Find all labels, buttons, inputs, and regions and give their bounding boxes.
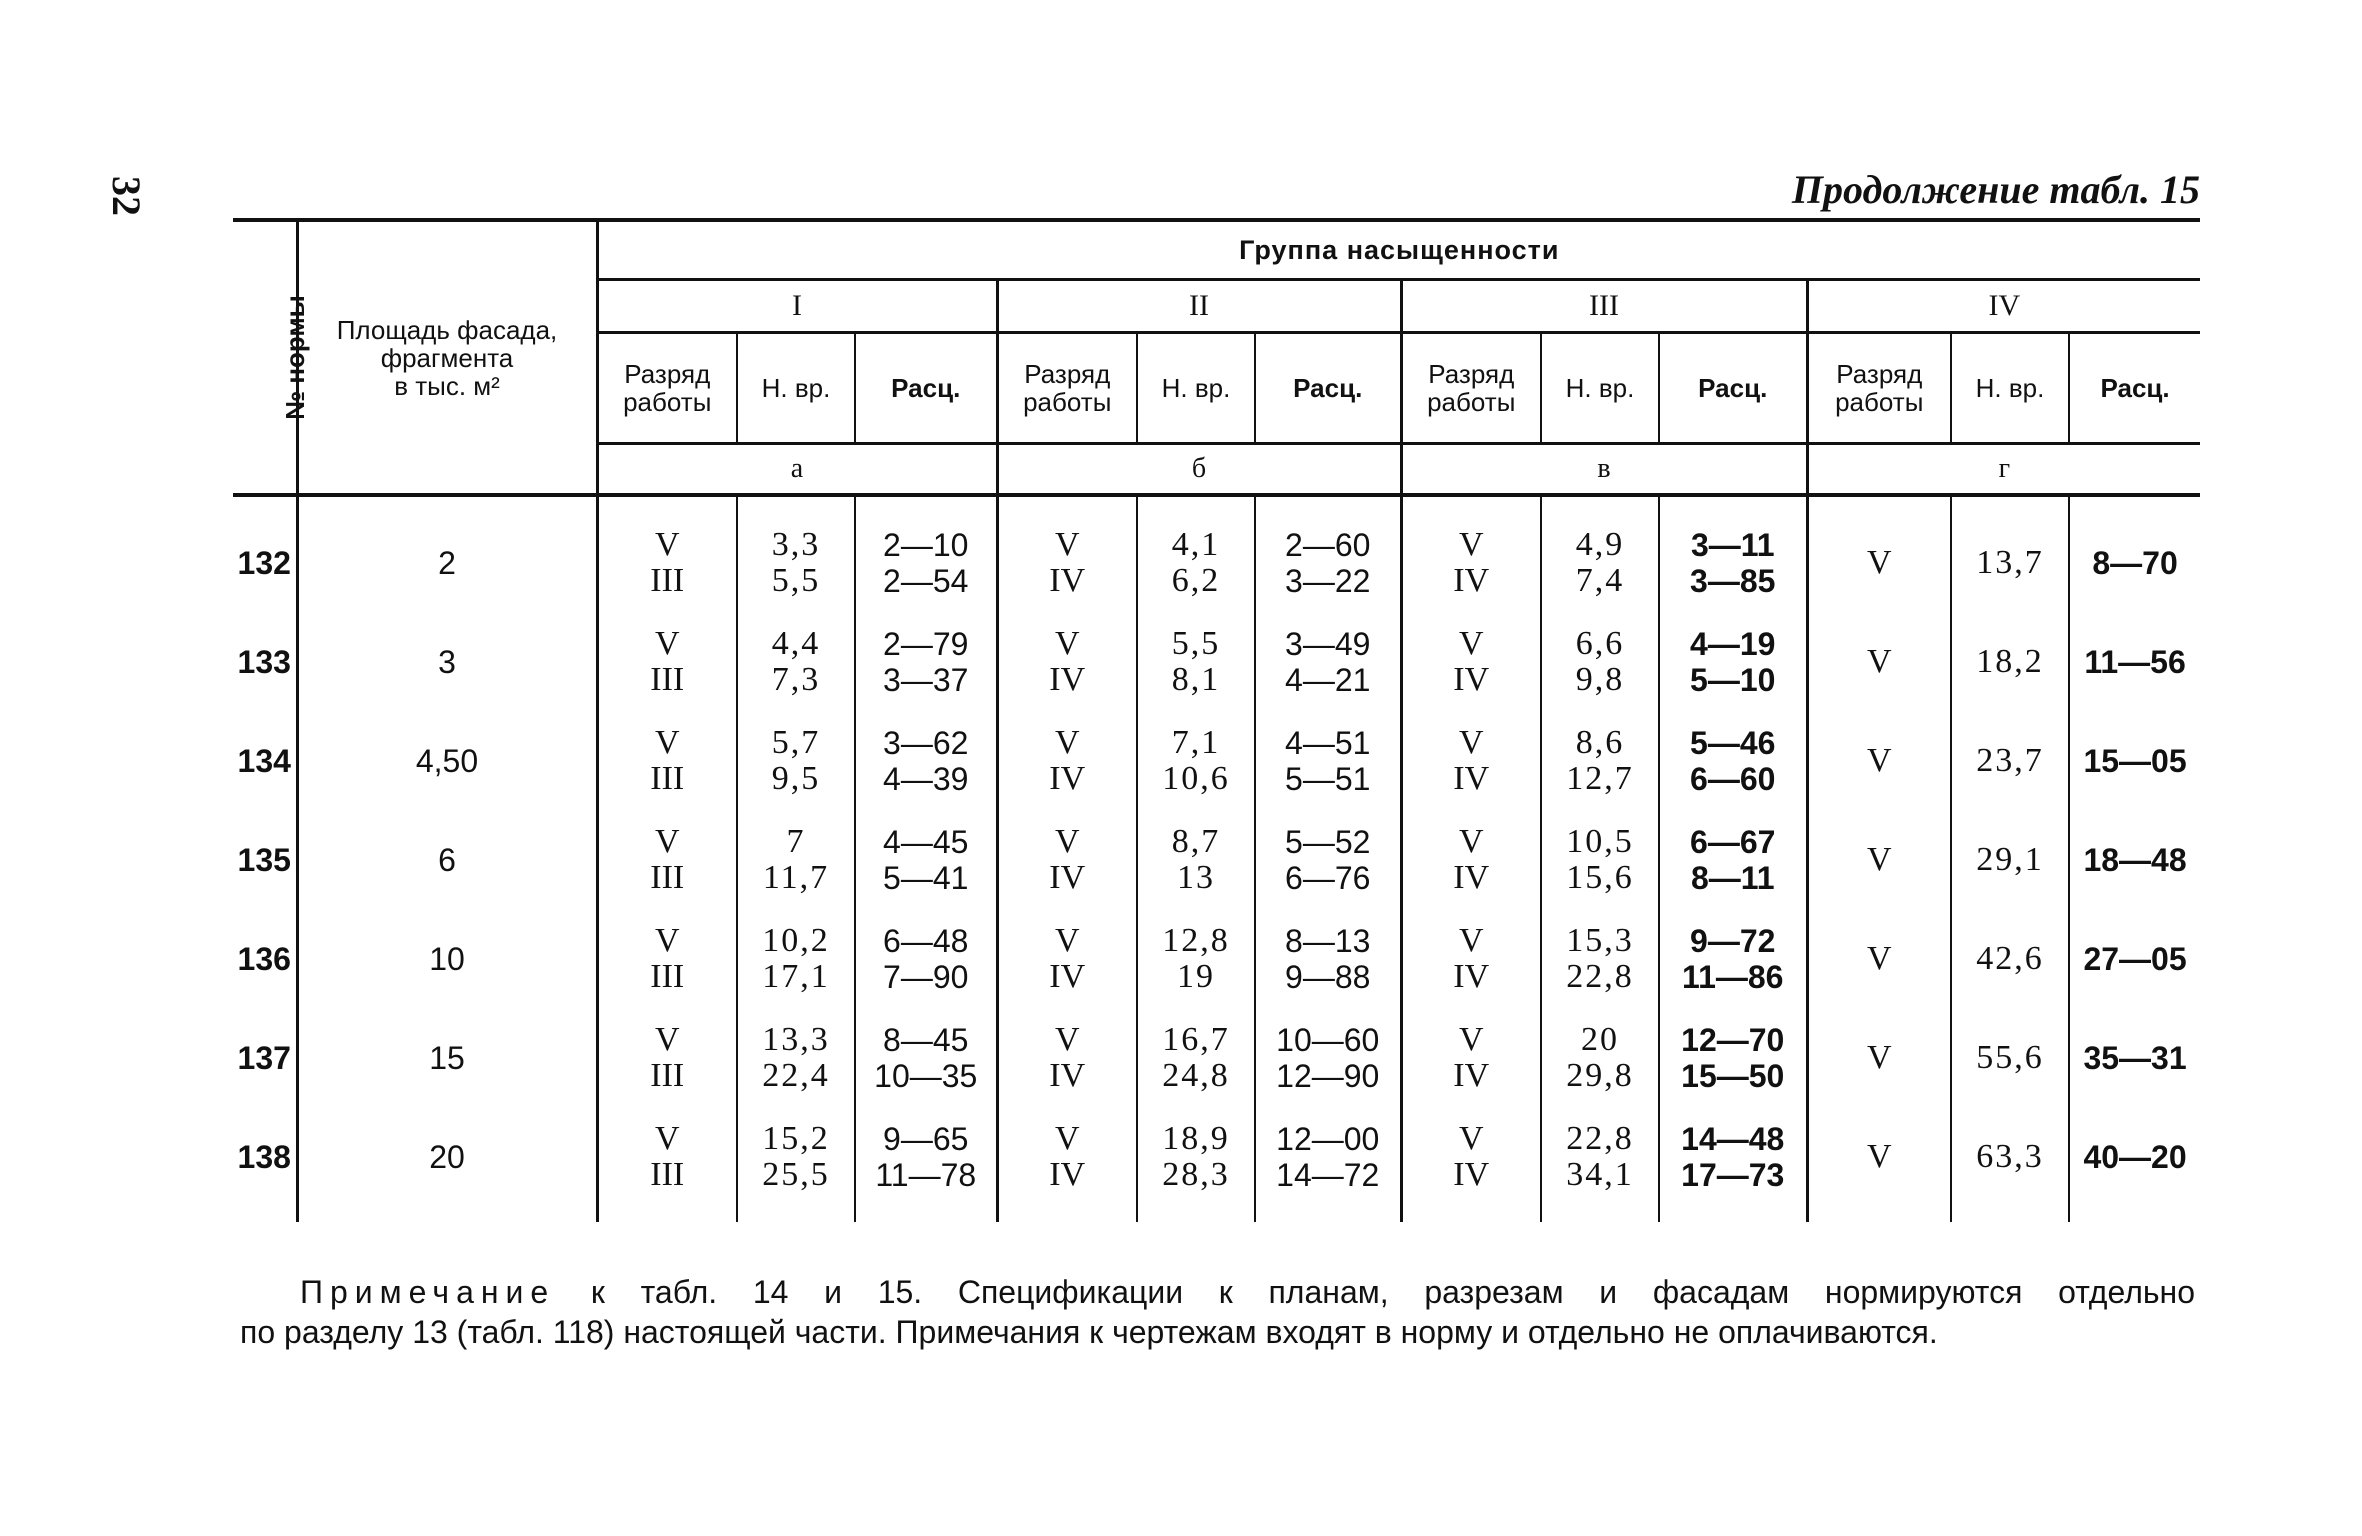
razryad-cell: V IV <box>997 513 1137 612</box>
nvr-cell: 12,8 19 <box>1137 909 1255 1008</box>
note-text-1: к табл. 14 и 15. Спецификации к планам, разрезам и фасадам нормируются отдельно <box>590 1274 2196 1310</box>
norm-number-cell: 138 <box>233 1107 297 1206</box>
razryad-cell: V IV <box>997 1008 1137 1107</box>
nvr-cell: 7,1 10,6 <box>1137 711 1255 810</box>
rasc-cell: 4—45 5—41 <box>855 810 997 909</box>
nvr-cell: 55,6 <box>1951 1008 2069 1107</box>
nvr-cell: 63,3 <box>1951 1107 2069 1206</box>
nvr-cell: 5,7 9,5 <box>737 711 855 810</box>
table-row <box>233 612 2200 711</box>
razryad-cell: V IV <box>997 810 1137 909</box>
area-cell: 15 <box>297 1008 597 1107</box>
norm-number-cell: 134 <box>233 711 297 810</box>
group-iv-header: IV <box>1807 280 2200 333</box>
table-row <box>233 810 2200 909</box>
razryad-cell: V IV <box>997 909 1137 1008</box>
area-cell: 4,50 <box>297 711 597 810</box>
razryad-cell: V IV <box>1401 810 1541 909</box>
nvr-cell: 10,2 17,1 <box>737 909 855 1008</box>
razryad-cell: V IV <box>1401 612 1541 711</box>
rasc-cell: 10—60 12—90 <box>1255 1008 1401 1107</box>
razryad-cell: V IV <box>1401 1008 1541 1107</box>
norm-number-cell: 137 <box>233 1008 297 1107</box>
razryad-cell: V <box>1807 513 1951 612</box>
table-row <box>233 1008 2200 1107</box>
razryad-cell: V IV <box>997 612 1137 711</box>
nvr-cell: 15,3 22,8 <box>1541 909 1659 1008</box>
rasc-cell: 8—70 <box>2092 544 2178 581</box>
area-cell: 2 <box>297 513 597 612</box>
rasc-cell: 27—05 <box>2083 940 2187 977</box>
norms-table-container <box>233 218 2200 1222</box>
saturation-group-title: Группа насыщенности <box>597 220 2200 280</box>
nvr-cell: 5,5 8,1 <box>1137 612 1255 711</box>
col-rasc-header: Расц. <box>855 333 997 444</box>
rasc-cell: 15—05 <box>2083 742 2187 779</box>
nvr-cell: 8,6 12,7 <box>1541 711 1659 810</box>
razryad-cell: V III <box>597 612 737 711</box>
table-note <box>240 1272 2195 1352</box>
nvr-cell: 4,1 6,2 <box>1137 513 1255 612</box>
col-nvr-header: Н. вр. <box>1541 333 1659 444</box>
rasc-cell: 2—10 2—54 <box>855 513 997 612</box>
rasc-cell: 5—52 6—76 <box>1255 810 1401 909</box>
table-row <box>233 909 2200 1008</box>
rasc-cell: 4—51 5—51 <box>1255 711 1401 810</box>
nvr-cell: 20 29,8 <box>1541 1008 1659 1107</box>
razryad-cell: V III <box>597 1107 737 1206</box>
rasc-cell: 6—67 8—11 <box>1659 810 1807 909</box>
col-razryad-header: Разряд работы <box>1807 333 1951 444</box>
razryad-cell: V IV <box>1401 909 1541 1008</box>
razryad-cell: V <box>1807 1107 1951 1206</box>
razryad-cell: V <box>1807 810 1951 909</box>
area-cell: 10 <box>297 909 597 1008</box>
rasc-cell: 5—46 6—60 <box>1659 711 1807 810</box>
rasc-cell: 8—45 10—35 <box>855 1008 997 1107</box>
rasc-cell: 2—79 3—37 <box>855 612 997 711</box>
razryad-cell: V III <box>597 909 737 1008</box>
rasc-cell: 2—60 3—22 <box>1255 513 1401 612</box>
note-line-1 <box>240 1272 2195 1312</box>
razryad-cell: V IV <box>1401 711 1541 810</box>
area-header: Площадь фасада, фрагмента в тыс. м² <box>297 220 597 495</box>
nvr-cell: 18,2 <box>1951 612 2069 711</box>
razryad-cell: V IV <box>997 1107 1137 1206</box>
razryad-cell: V <box>1807 1008 1951 1107</box>
nvr-cell: 18,9 28,3 <box>1137 1107 1255 1206</box>
rasc-cell: 3—62 4—39 <box>855 711 997 810</box>
group-iv-letter: г <box>1807 444 2200 496</box>
table-body <box>233 495 2200 1222</box>
nvr-cell: 15,2 25,5 <box>737 1107 855 1206</box>
nvr-cell: 4,4 7,3 <box>737 612 855 711</box>
col-nvr-header: Н. вр. <box>1137 333 1255 444</box>
rasc-cell: 9—65 11—78 <box>855 1107 997 1206</box>
nvr-cell: 6,6 9,8 <box>1541 612 1659 711</box>
col-rasc-header: Расц. <box>1255 333 1401 444</box>
note-label: Примечание <box>300 1274 556 1310</box>
razryad-cell: V IV <box>997 711 1137 810</box>
rasc-cell: 9—72 11—86 <box>1659 909 1807 1008</box>
table-row <box>233 711 2200 810</box>
nvr-cell: 10,5 15,6 <box>1541 810 1659 909</box>
area-cell: 20 <box>297 1107 597 1206</box>
norm-number-cell: 135 <box>233 810 297 909</box>
note-line-2: по разделу 13 (табл. 118) настоящей части. Примечания к чертежам входят в норму и отдельно не оплачиваются. <box>240 1314 1938 1350</box>
rasc-cell: 14—48 17—73 <box>1659 1107 1807 1206</box>
col-rasc-header: Расц. <box>1659 333 1807 444</box>
col-razryad-header: Разряд работы <box>597 333 737 444</box>
norm-number-cell: 133 <box>233 612 297 711</box>
rasc-cell: 12—00 14—72 <box>1255 1107 1401 1206</box>
razryad-cell: V <box>1807 909 1951 1008</box>
col-razryad-header: Разряд работы <box>997 333 1137 444</box>
nvr-cell: 8,7 13 <box>1137 810 1255 909</box>
nvr-cell: 13,7 <box>1951 513 2069 612</box>
group-ii-header: II <box>997 280 1401 333</box>
area-cell: 6 <box>297 810 597 909</box>
norms-table <box>233 218 2200 1222</box>
razryad-cell: V <box>1807 612 1951 711</box>
razryad-cell: V III <box>597 810 737 909</box>
rasc-cell: 8—13 9—88 <box>1255 909 1401 1008</box>
nvr-cell: 4,9 7,4 <box>1541 513 1659 612</box>
group-i-letter: а <box>597 444 997 496</box>
rasc-cell: 3—49 4—21 <box>1255 612 1401 711</box>
nvr-cell: 29,1 <box>1951 810 2069 909</box>
razryad-cell: V <box>1807 711 1951 810</box>
rasc-cell: 11—56 <box>2084 643 2186 680</box>
razryad-cell: V III <box>597 513 737 612</box>
rasc-cell: 6—48 7—90 <box>855 909 997 1008</box>
rasc-cell: 18—48 <box>2083 841 2187 878</box>
area-cell: 3 <box>297 612 597 711</box>
rasc-cell: 40—20 <box>2083 1138 2187 1175</box>
razryad-cell: V III <box>597 711 737 810</box>
col-rasc-header: Расц. <box>2100 373 2170 403</box>
nvr-cell: 22,8 34,1 <box>1541 1107 1659 1206</box>
group-iii-header: III <box>1401 280 1807 333</box>
norm-number-cell: 136 <box>233 909 297 1008</box>
razryad-cell: V III <box>597 1008 737 1107</box>
nvr-cell: 42,6 <box>1951 909 2069 1008</box>
table-row <box>233 513 2200 612</box>
nvr-cell: 16,7 24,8 <box>1137 1008 1255 1107</box>
razryad-cell: V IV <box>1401 513 1541 612</box>
rasc-cell: 3—11 3—85 <box>1659 513 1807 612</box>
rasc-cell: 12—70 15—50 <box>1659 1008 1807 1107</box>
rasc-cell: 35—31 <box>2083 1039 2187 1076</box>
razryad-cell: V IV <box>1401 1107 1541 1206</box>
group-i-header: I <box>597 280 997 333</box>
col-razryad-header: Разряд работы <box>1401 333 1541 444</box>
group-ii-letter: б <box>997 444 1401 496</box>
table-row <box>233 1107 2200 1206</box>
col-nvr-header: Н. вр. <box>737 333 855 444</box>
continuation-title: Продолжение табл. 15 <box>1791 167 2200 212</box>
norm-number-header: № нормы <box>233 220 297 495</box>
col-nvr-header: Н. вр. <box>1951 333 2069 444</box>
page-number: 32 <box>104 176 149 216</box>
nvr-cell: 7 11,7 <box>737 810 855 909</box>
group-iii-letter: в <box>1401 444 1807 496</box>
nvr-cell: 3,3 5,5 <box>737 513 855 612</box>
norm-number-cell: 132 <box>233 513 297 612</box>
table-header <box>233 220 2200 495</box>
nvr-cell: 13,3 22,4 <box>737 1008 855 1107</box>
rasc-cell: 4—19 5—10 <box>1659 612 1807 711</box>
nvr-cell: 23,7 <box>1951 711 2069 810</box>
